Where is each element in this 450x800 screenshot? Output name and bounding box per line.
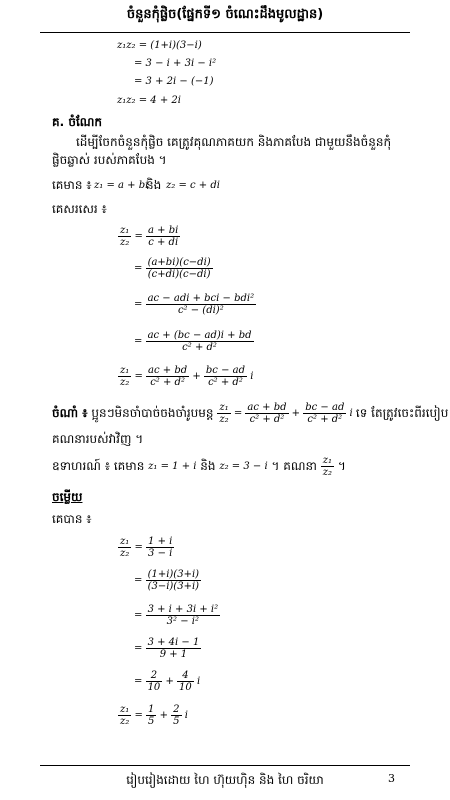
note-continuation: គណនារបស់វាវិញ ។ (52, 432, 144, 446)
product-line-1: z₁z₂ = (1+i)(3−i) (117, 40, 202, 51)
write-label: គេសរសេរ ៖ (52, 202, 107, 216)
header-divider (40, 32, 410, 33)
footer-divider (40, 765, 410, 766)
answer-label: ចម្លើយ (52, 490, 83, 504)
solution-step-2: = $\frac{(1+i)(3+i)}{(3-i)(3+i)}$ (134, 569, 200, 592)
solution-step-1: $\frac{\text{z₁}}{\text{z₂}}$ = $\frac{1 + i}{3 - i}$ (120, 536, 173, 559)
derivation-step-1: $\frac{\text{z₁}}{\text{z₂}}$ = $\frac{a + bi}{c + di}$ (120, 225, 179, 248)
given-and: និង (146, 178, 162, 192)
solution-result: $\frac{\text{z₁}}{\text{z₂}}$ = $\frac{1}{5}$ + $\frac{2}{5}$ i (120, 704, 188, 727)
solution-step-3: = $\frac{\text{3 + i + 3i + i²}}{\text{3² − i²}}$ (134, 604, 219, 627)
product-line-2: = 3 − i + 3i − i² (134, 58, 217, 69)
example-line: ឧទាហរណ៍ ៖ គេមាន z₁ = 1 + i និង z₂ = 3 − i ។ គណនា $\frac{\text{z₁}}{\text{z₂}}$ ។ (52, 455, 346, 478)
derivation-step-4: = $\frac{ac + (bc - ad)i + bd}{\text{c² + d²}}$ (134, 330, 252, 353)
derivation-step-2: = $\frac{(a+bi)(c-di)}{(c+di)(c-di)}$ (134, 257, 211, 280)
given-z1: z₁ = a + bi (94, 180, 149, 191)
product-result: z₁z₂ = 4 + 2i (117, 95, 181, 106)
given-z2: z₂ = c + di (166, 180, 220, 191)
page-footer: រៀបរៀងដោយ ហៃ ហ៊ុយហ៊ិន និង ហៃ ចរិយា (126, 773, 324, 787)
section-title: គ. ចំណែក (52, 115, 103, 129)
solution-step-5: = $\frac{2}{10}$ + $\frac{4}{10}$ i (134, 670, 201, 693)
page-header: ចំនួនកុំផ្លិច(ផ្នែកទី១ ចំណេះដឹងមូលដ្ឋាន) (126, 7, 324, 22)
given-label: គេមាន ៖ (52, 178, 92, 192)
derivation-step-3: = $\frac{\text{ac − adi + bci − bdi²}}{\text{c² − (di)²}}$ (134, 293, 255, 316)
page-number: 3 (388, 772, 395, 785)
intro-paragraph: ដើម្បីចែកចំនួនកុំផ្លិច គេត្រូវគុណភាគយក និងភាគបែង ជាមួយនឹងចំនួនកុំផ្លិចឆ្លាស់ របស់ភាគបែង ។ (52, 135, 392, 167)
product-line-3: = 3 + 2i − (−1) (134, 76, 214, 87)
note-line: ចំណាំ ៖ ប្អូនៗមិនចាំបាច់ចងចាំរូបមន្ត $\frac{\text{z₁}}{\text{z₂}}$ = $\frac{ac + bd}{\text{c² + d²}}$ + $\frac{bc - ad}{\text{c² + d²}}$ i ទេ តែត្រូវចេះពីរបៀប (52, 402, 449, 425)
got-label: គេបាន ៖ (52, 512, 92, 526)
solution-step-4: = $\frac{3 + 4i - 1}{9 + 1}$ (134, 637, 200, 660)
derivation-result: $\frac{\text{z₁}}{\text{z₂}}$ = $\frac{ac + bd}{\text{c² + d²}}$ + $\frac{bc - ad}{\text{c² + d²}}$ i (120, 365, 254, 388)
